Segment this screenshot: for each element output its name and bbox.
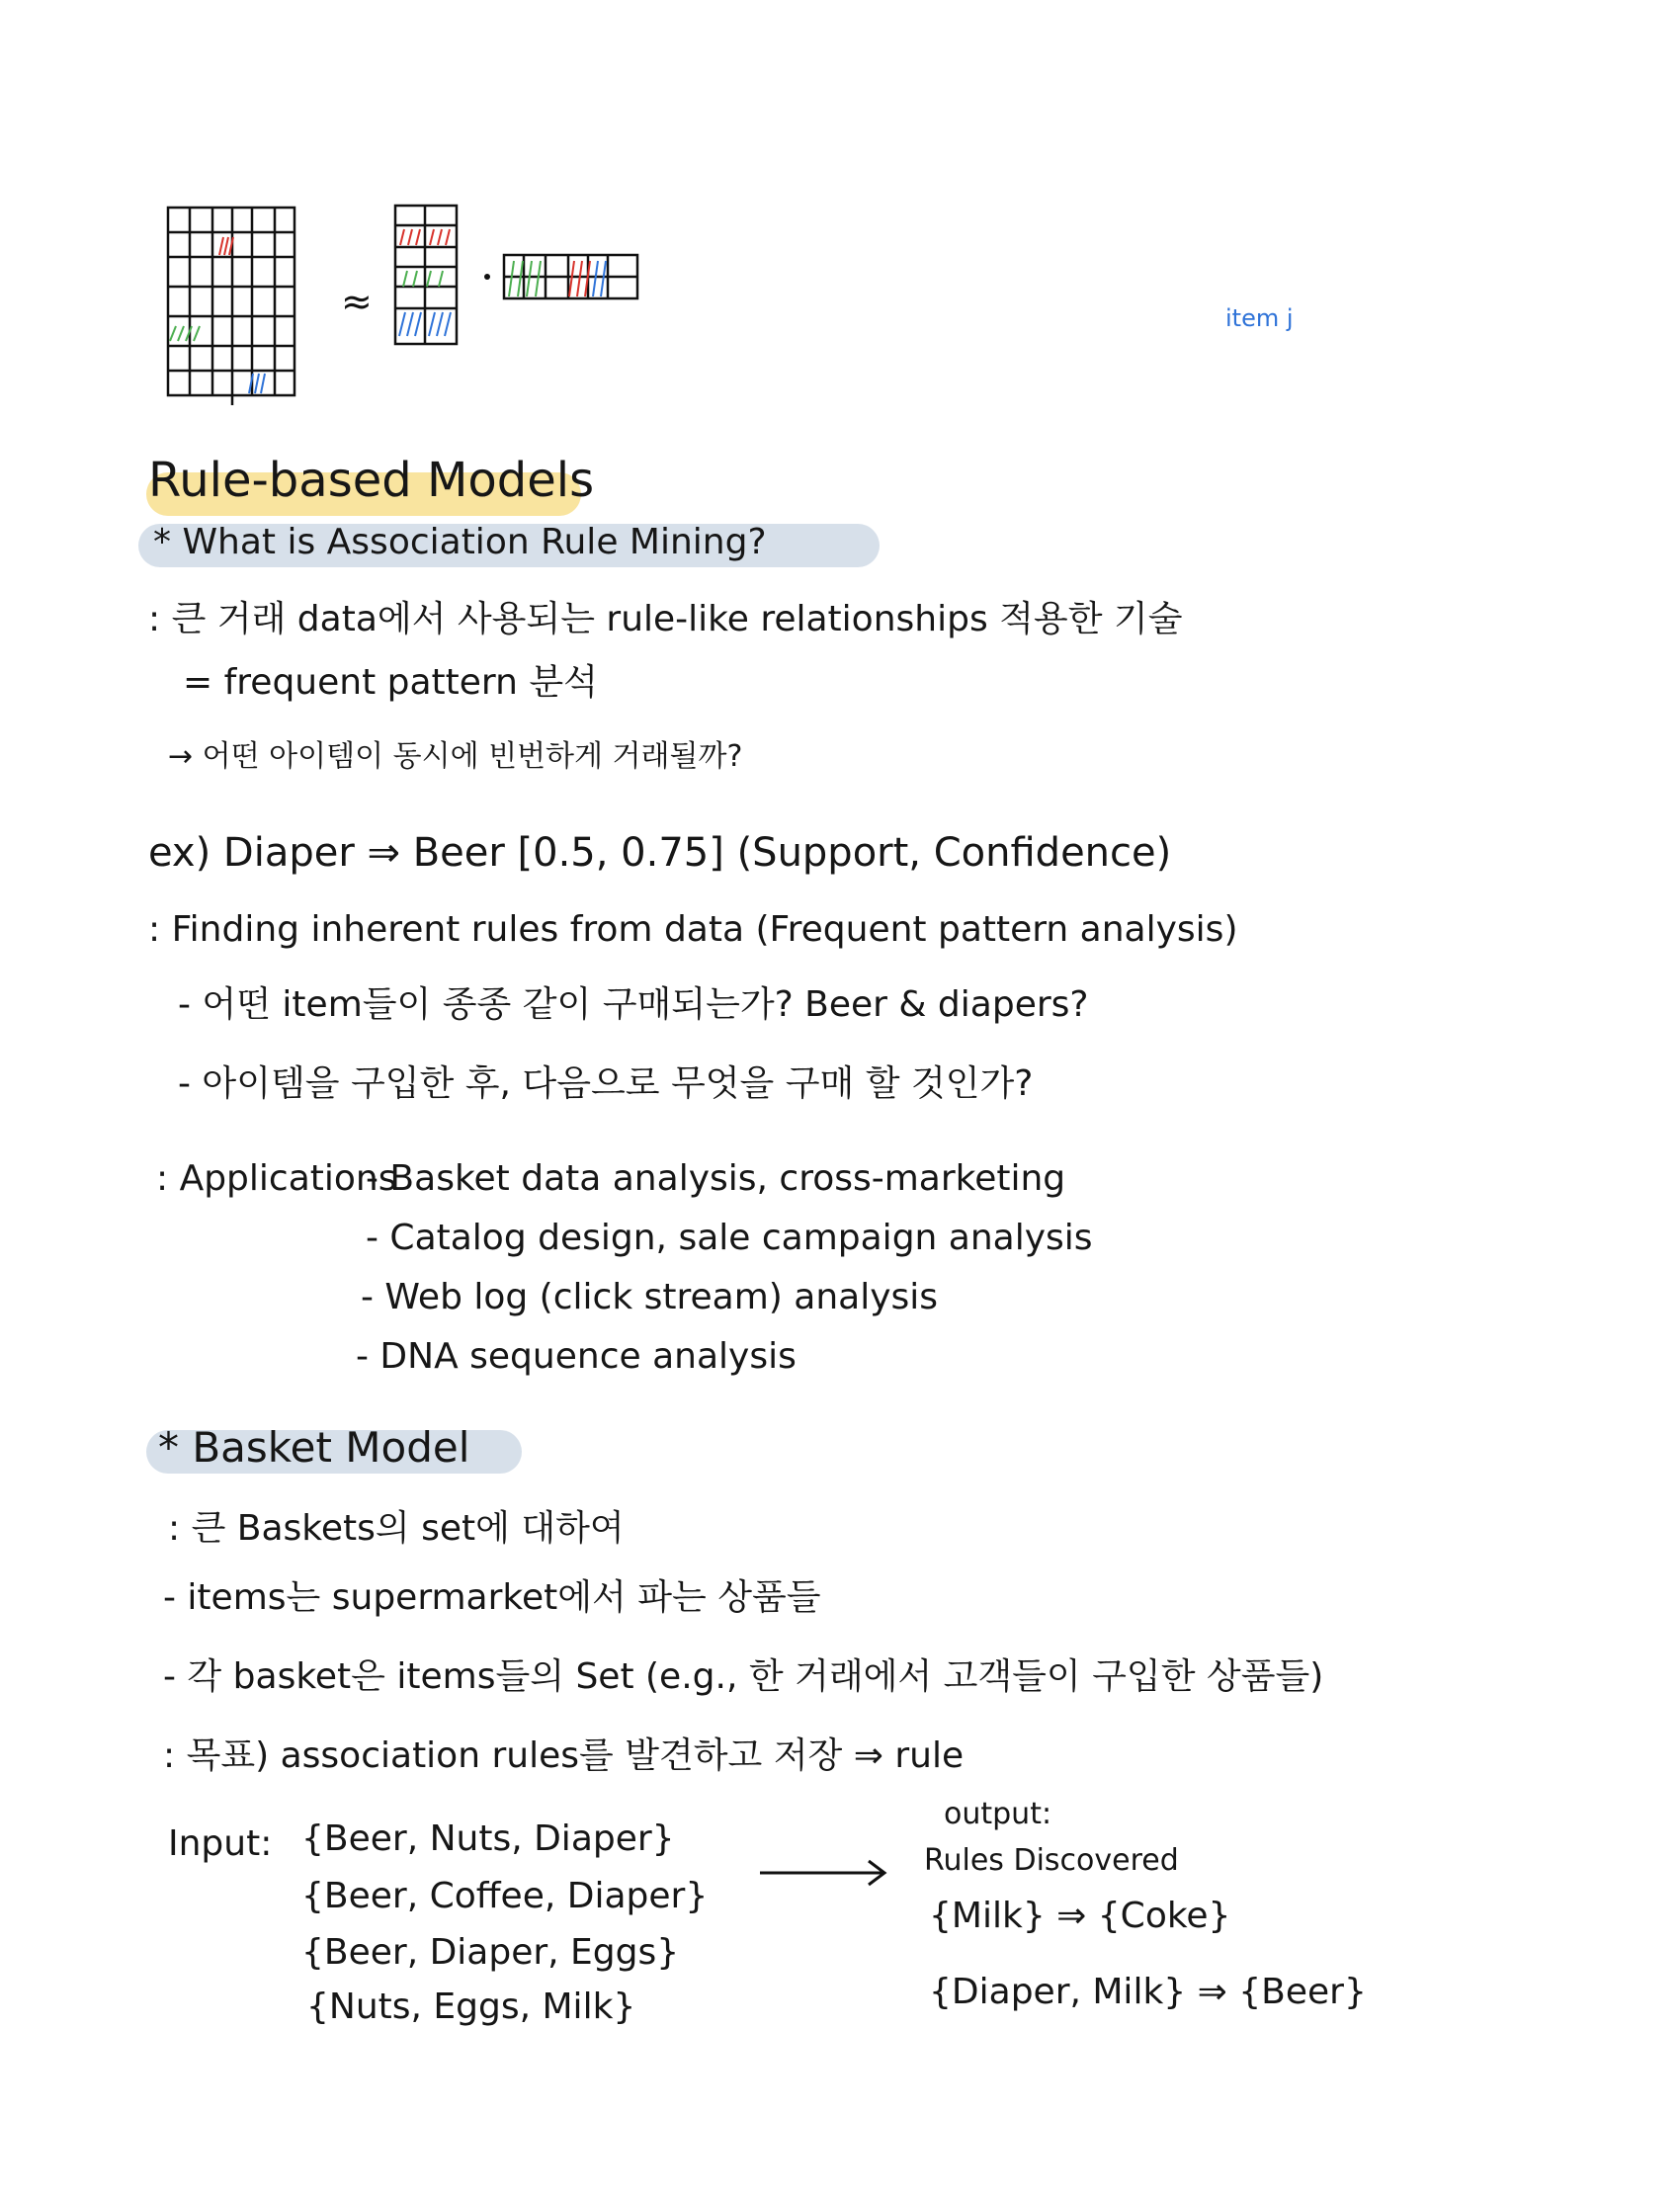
rules-discovered-label: Rules Discovered bbox=[924, 1843, 1179, 1878]
basket-line-3: - 각 basket은 items들의 Set (e.g., 한 거래에서 고객들이 구입한 상품들) bbox=[163, 1656, 1324, 1697]
applications-label: : Applications bbox=[156, 1158, 397, 1199]
input-basket-2: {Beer, Coffee, Diaper} bbox=[301, 1876, 709, 1916]
basket-line-1: : 큰 Baskets의 set에 대하여 bbox=[168, 1508, 625, 1549]
rating-matrix bbox=[168, 208, 294, 405]
section1-line-3: → 어떤 아이템이 동시에 빈번하게 거래될까? bbox=[168, 739, 743, 774]
example-finding: : Finding inherent rules from data (Frequent pattern analysis) bbox=[148, 909, 1238, 950]
example-question-1: - 어떤 item들이 종종 같이 구매되는가? Beer & diapers? bbox=[178, 984, 1089, 1025]
input-basket-3: {Beer, Diaper, Eggs} bbox=[301, 1932, 680, 1973]
input-label: Input: bbox=[168, 1823, 273, 1864]
rule-2: {Diaper, Milk} ⇒ {Beer} bbox=[929, 1972, 1367, 2012]
applications-item-1: - Basket data analysis, cross-marketing bbox=[366, 1158, 1066, 1199]
basket-line-4: : 목표) association rules를 발견하고 저장 ⇒ rule bbox=[163, 1735, 965, 1776]
matrix-factorization-diagram bbox=[158, 138, 1294, 405]
output-label: output: bbox=[944, 1797, 1052, 1831]
section1-heading: * What is Association Rule Mining? bbox=[153, 522, 767, 562]
basket-line-2: - items는 supermarket에서 파는 상품들 bbox=[163, 1577, 821, 1618]
applications-item-3: - Web log (click stream) analysis bbox=[361, 1277, 939, 1317]
green-hatch bbox=[170, 326, 200, 341]
input-basket-1: {Beer, Nuts, Diaper} bbox=[301, 1818, 675, 1859]
section1-line-2: = frequent pattern 분석 bbox=[183, 662, 598, 703]
page-title: Rule-based Models bbox=[148, 453, 595, 508]
section1-line-1: : 큰 거래 data에서 사용되는 rule-like relationships 적용한 기술 bbox=[148, 599, 1183, 639]
example-line: ex) Diaper ⇒ Beer [0.5, 0.75] (Support, Confidence) bbox=[148, 830, 1172, 876]
basket-heading: * Basket Model bbox=[158, 1423, 470, 1472]
input-basket-4: {Nuts, Eggs, Milk} bbox=[306, 1987, 636, 2027]
applications-item-4: - DNA sequence analysis bbox=[356, 1336, 797, 1377]
applications-item-2: - Catalog design, sale campaign analysis bbox=[366, 1218, 1093, 1258]
item-j-label: item j bbox=[1225, 304, 1294, 332]
rule-1: {Milk} ⇒ {Coke} bbox=[929, 1896, 1231, 1936]
svg-text:≈: ≈ bbox=[341, 280, 373, 323]
example-question-2: - 아이템을 구입한 후, 다음으로 무엇을 구매 할 것인가? bbox=[178, 1063, 1034, 1104]
arrow-right-icon bbox=[756, 1853, 894, 1893]
matrix-sketch-svg bbox=[158, 138, 949, 405]
